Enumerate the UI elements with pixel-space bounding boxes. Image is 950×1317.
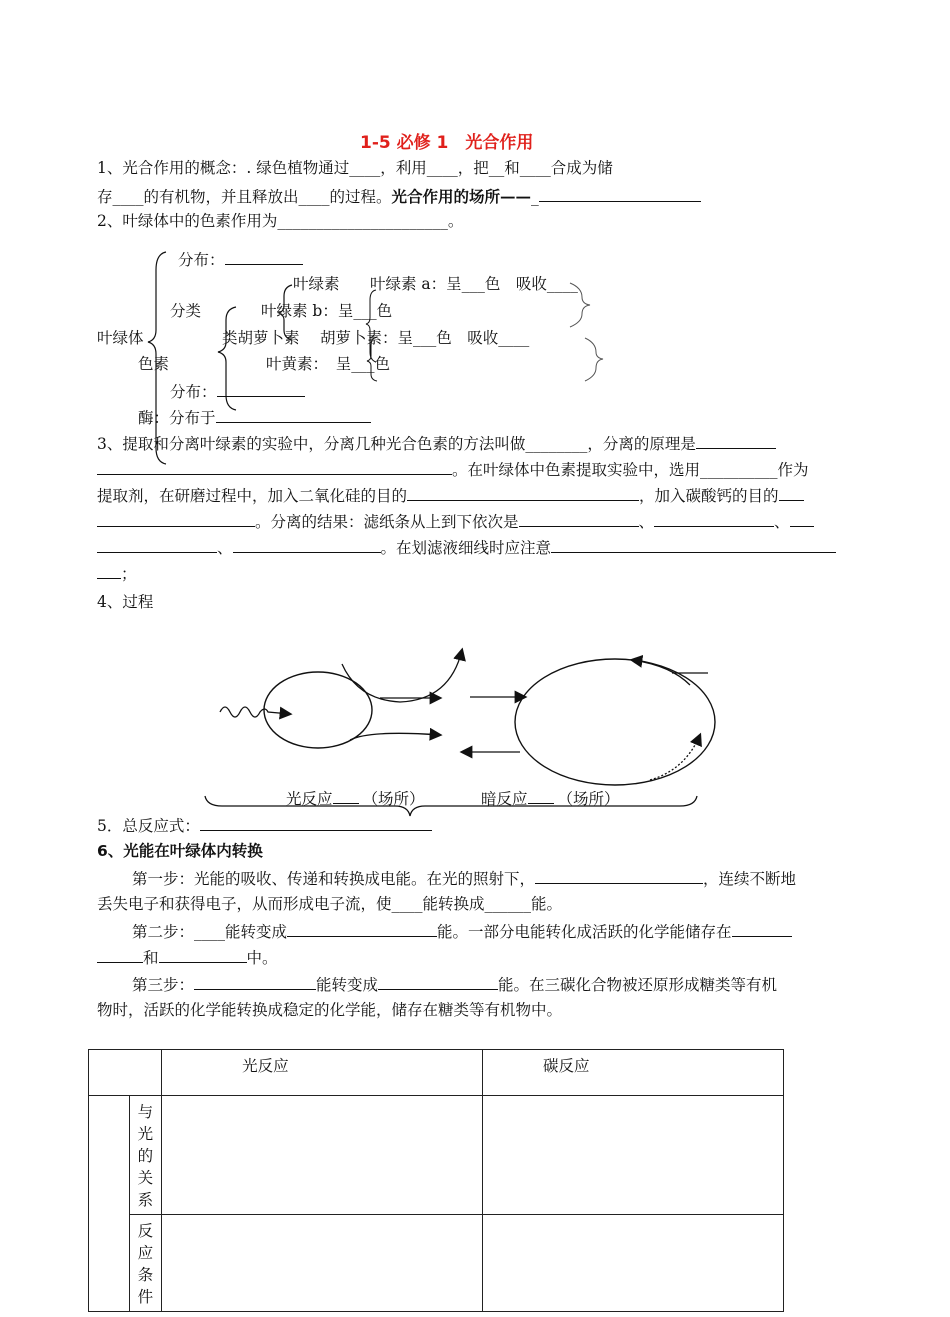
tree-classify: 分类 [170, 302, 202, 320]
label-light-text: 光反应 [286, 790, 333, 808]
q3-line3-text-b: ，加入碳酸钙的目的 [639, 487, 779, 505]
tree-classify-brace [218, 307, 236, 410]
tree-carot: 类胡萝卜素 [222, 329, 300, 347]
q3-line2-text: 。在叶绿体中色素提取实验中，选用__________作为 [452, 461, 809, 479]
light-top-curve-arrow [342, 650, 462, 702]
light-reaction-ellipse [264, 672, 372, 748]
q1-line1: 1、光合作用的概念：. 绿色植物通过____，利用____，把__和____合成为储 [97, 159, 613, 177]
q6-heading: 6、光能在叶绿体内转换 [97, 842, 263, 860]
q6-step1-line2: 丢失电子和获得电子，从而形成电子流，使____能转换成______能。 [97, 895, 563, 913]
page-title: 1-5 必修 1 光合作用 [360, 133, 534, 153]
tree-root: 叶绿体 [97, 329, 144, 347]
q6-step3-line2: 物时，活跃的化学能转换成稳定的化学能，储存在糖类等有机物中。 [97, 1001, 563, 1019]
q1-line2-text: 存____的有机物，并且释放出____的过程。 [97, 188, 392, 206]
q6-s1a: 第一步：光能的吸收、传递和转换成电能。在光的照射下， [132, 870, 536, 888]
label-place2: （场所） [557, 790, 620, 808]
q3-line6-text: ； [121, 565, 137, 583]
tree-chl: 叶绿素 [293, 275, 340, 293]
q2-text: 2、叶绿体中的色素作用为______________________。 [97, 212, 464, 230]
tree-dist2-label: 分布： [170, 383, 217, 401]
tree-root2: 色素 [138, 355, 170, 373]
q6-s3c: 能。在三碳化合物被还原形成糖类等有机 [498, 976, 778, 994]
q3-line4: 。分离的结果：滤纸条从上到下依次是 、 、 [97, 511, 814, 532]
label-place1: （场所） [362, 790, 425, 808]
q3-line3-text-a: 提取剂，在研磨过程中，加入二氧化硅的目的 [97, 487, 408, 505]
q4-text: 4、过程 [97, 593, 154, 611]
q6-s2c: 和 [143, 949, 159, 967]
dark-reaction-circle [515, 659, 715, 785]
tree-xanth: 叶黄素： 呈___色 [266, 355, 391, 373]
table-header-carbon: 碳反应 [483, 1050, 784, 1096]
table-header-light: 光反应 [162, 1050, 483, 1096]
q6-s3b: 能转变成 [316, 976, 379, 994]
label-dark-text: 暗反应 [481, 790, 528, 808]
q3-line1-text: 3、提取和分离叶绿素的实验中，分离几种光合色素的方法叫做________，分离的原理是 [97, 435, 696, 453]
q1-site-label: 光合作用的场所—— [391, 187, 532, 206]
q6-s2d: 中。 [246, 949, 278, 967]
q6-s2b: 能。一部分电能转化成活跃的化学能储存在 [437, 923, 732, 941]
light-bottom-curve-arrow [350, 733, 440, 740]
q3-line5-text: 。在划滤液细线时应注意 [380, 539, 552, 557]
q5-text: 5．总反应式： [97, 817, 200, 835]
light-wave-arrow [220, 707, 290, 717]
q6-s3a: 第三步： [132, 976, 195, 994]
tree-enzyme-label: 酶：分布于 [138, 409, 216, 427]
tree-chl-a: 叶绿素 a：呈___色 吸收____ [370, 275, 578, 293]
q1-line2-tail: _ [531, 188, 539, 206]
tree-chl-b: 叶绿素 b：呈___色 [261, 302, 393, 320]
diagram-bottom-brace [205, 796, 697, 816]
tree-chl-brace [279, 285, 292, 340]
tree-main-brace [148, 252, 166, 464]
q6-s2a: 第二步：____能转变成 [132, 923, 288, 941]
q6-s1b: ，连续不断地 [703, 870, 797, 888]
table-row-label: 与光的关系 [129, 1096, 162, 1215]
right-brace-1 [570, 283, 590, 327]
tree-dist1-label: 分布： [178, 251, 225, 269]
q3-line4-text: 。分离的结果：滤纸条从上到下依次是 [255, 513, 519, 531]
right-brace-2 [585, 338, 603, 381]
table-row-label: 反应条件 [129, 1215, 162, 1312]
tree-carotene: 胡萝卜素：呈___色 吸收____ [320, 329, 530, 347]
q3-line5: 、 。在划滤液细线时应注意 [97, 537, 836, 558]
